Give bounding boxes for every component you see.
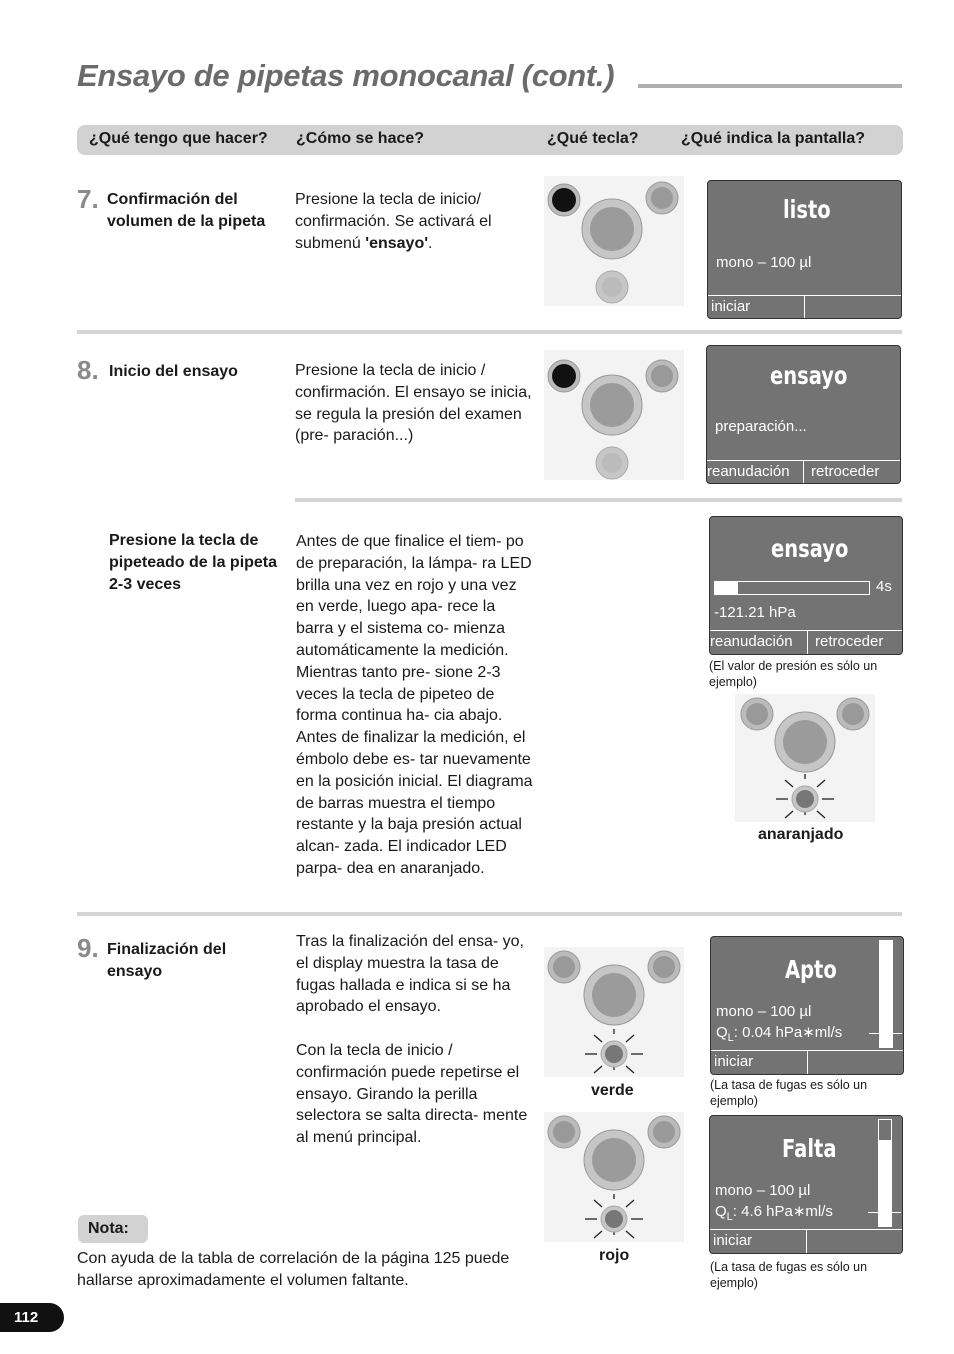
screen-title: Falta (782, 1134, 837, 1163)
keypad-led-illustration (544, 1112, 684, 1242)
leak-gauge (878, 1119, 892, 1227)
step-description: Presione la tecla de inicio/ confirmación. Se activará el submenú 'ensayo'. (295, 191, 492, 252)
led-color-label: anaranjado (758, 826, 844, 843)
caption: (La tasa de fugas es sólo un ejemplo) (710, 1078, 868, 1108)
divider (77, 330, 902, 334)
screen-volume: mono – 100 µl (715, 1182, 811, 1199)
step-title: Inicio del ensayo (109, 363, 238, 380)
leak-rate: $Q_L$: 0.04 hPa∗ml/s (716, 1024, 843, 1044)
step-description: Presione la tecla de inicio / confirmación. El ensayo se inicia, se regula la presión del examen (pre- paración...) (295, 362, 532, 445)
page-title: Ensayo de pipetas monocanal (cont.) (77, 58, 615, 93)
page-number-tab (0, 1303, 64, 1332)
step-description: Tras la finalización del ensa- yo, el display muestra la tasa de fugas hallada e indica si se ha aprobado el ensayo. (296, 933, 524, 1016)
softkey-left: iniciar (713, 1232, 753, 1249)
softkey-left: iniciar (714, 1053, 754, 1070)
step-number: 9. (77, 933, 99, 963)
leak-rate: $Q_L$: 4.6 hPa∗ml/s (715, 1203, 833, 1223)
remaining-time: 4s (876, 578, 892, 595)
start-key-highlight (552, 188, 576, 212)
softkey-right: retroceder (811, 463, 880, 480)
screen-volume: mono – 100 µl (716, 1003, 812, 1020)
keypad-led-illustration (544, 947, 684, 1077)
screen-volume: mono – 100 µl (716, 254, 812, 271)
title-rule (638, 84, 902, 88)
screen-title: listo (783, 195, 831, 224)
screen-title: ensayo (771, 534, 849, 563)
keypad-illustration (544, 350, 684, 480)
display-screen (709, 516, 903, 655)
caption: (El valor de presión es sólo un ejemplo) (709, 659, 878, 689)
display-screen (709, 1115, 903, 1254)
pressure-value: -121.21 hPa (714, 604, 796, 621)
display-screen (707, 180, 902, 319)
header-what: ¿Qué tengo que hacer? (89, 130, 268, 147)
gauge-limit-mark (868, 1212, 901, 1213)
leak-gauge (879, 940, 893, 1048)
note-text: Con ayuda de la tabla de correlación de la página 125 puede hallarse aproximadamente el volumen faltante. (77, 1250, 510, 1289)
divider (295, 498, 902, 502)
led-color-label: verde (591, 1082, 634, 1099)
note-label: Nota: (88, 1220, 129, 1237)
display-screen (706, 345, 901, 484)
divider (77, 912, 902, 916)
screen-title: ensayo (770, 361, 848, 390)
caption: (La tasa de fugas es sólo un ejemplo) (710, 1260, 868, 1290)
led-color-label: rojo (599, 1247, 630, 1264)
step-title: Finalización del ensayo (107, 941, 227, 980)
page-number: 112 (14, 1309, 39, 1326)
step-description: Antes de que finalice el tiem- po de preparación, la lámpa- ra LED brilla una vez en rojo y una vez en verde, luego apa- rece la barra y el sistema co- mienza automáticamente la medición. Mientras tanto pre- sione 2-3 veces la tecla de pipeteo de forma continua ha- cia abajo. Antes de finalizar la medición, el émbolo debe es- tar nuevamente en la posición inicial. El diagrama de barras muestra el tiempo restante y la baja presión actual alcan- zada. El indicador LED parpa- dea en anaranjado. (296, 533, 533, 877)
keypad-led-illustration (735, 694, 875, 822)
screen-title: Apto (785, 955, 837, 984)
softkey-left: reanudación (710, 633, 793, 650)
step-description-2: Con la tecla de inicio / confirmación puede repetirse el ensayo. Girando la perilla selectora se salta directa- mente al menú principal. (296, 1042, 528, 1147)
display-screen (710, 936, 904, 1075)
softkey-left: iniciar (711, 298, 751, 315)
softkey-right: retroceder (815, 633, 884, 650)
start-key-highlight (552, 364, 576, 388)
gauge-limit-mark (869, 1033, 902, 1034)
step-title: Confirmación del volumen de la pipeta (107, 191, 266, 230)
keypad-illustration (544, 176, 684, 306)
header-key: ¿Qué tecla? (547, 130, 639, 147)
step-number: 7. (77, 184, 99, 214)
time-progress-bar (714, 581, 870, 595)
step-title: Presione la tecla de pipeteado de la pipeta 2-3 veces (109, 532, 278, 593)
screen-status: preparación... (715, 418, 807, 435)
header-display: ¿Qué indica la pantalla? (681, 130, 866, 147)
softkey-left: reanudación (707, 463, 790, 480)
step-number: 8. (77, 355, 99, 385)
header-how: ¿Cómo se hace? (296, 130, 425, 147)
